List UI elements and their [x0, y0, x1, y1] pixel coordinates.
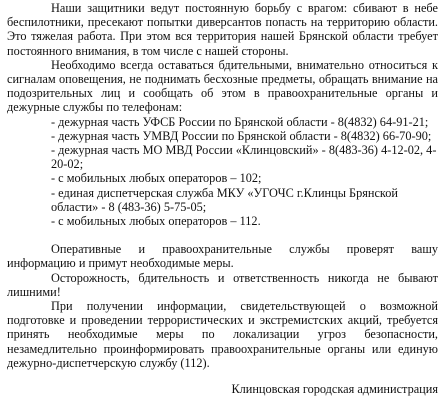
phone-item-mobile-112: - с мобильных любых операторов – 112. [51, 214, 261, 229]
spacer [7, 228, 438, 242]
phone-item-fsb: - дежурная часть УФСБ России по Брянской области - 8(4832) 64-91-21; [51, 114, 429, 129]
phone-list [7, 115, 438, 229]
signature: Клинцовская городская администрация [231, 382, 438, 397]
spacer [7, 370, 438, 382]
paragraph-vigilance: Необходимо всегда оставаться бдительными, внимательно относиться к сигналам оповещения, не поднимать бесхозные предметы, обращать внимание на подозрительных лиц и сообщать об этом в правоохранительные органы и дежурные службы по телефонам: [7, 57, 438, 115]
phone-item-mo-mvd: - дежурная часть МО МВД России «Клинцовский» - 8(483-36) 4-12-02, 4-20-02; [51, 143, 437, 172]
phone-item-mobile-102: - с мобильных любых операторов – 102; [51, 171, 262, 186]
paragraph-services: Оперативные и правоохранительные службы проверят вашу информацию и примут необходимые меры. [7, 242, 438, 271]
paragraph-defenders: Наши защитники ведут постоянную борьбу с врагом: сбивают в небе беспилотники, пресекают попытки диверсантов попасть на территорию области. Это тяжелая работа. При этом вся территория нашей Брянской области требует постоянного внимания, в том числе с нашей стороны. [7, 1, 438, 58]
phone-item-dispatch: - единая диспетчерская служба МКУ «УГОЧС г.Клинцы Брянской области» - 8 (483-36) 5-75-05; [51, 185, 399, 214]
phone-item-umvd: - дежурная часть УМВД России по Брянской области - 8(4832) 66-70-90; [51, 128, 432, 143]
paragraph-terror-info: При получении информации, свидетельствующей о возможной подготовке и проведении террористических и экстремистских акций, требуется принять необходимые меры по локализации угроз безопасности, незамедлительно проинформировать правоохранительные органы или единую дежурно-диспетчерскую службу (112). [7, 299, 438, 370]
paragraph-caution: Осторожность, бдительность и ответственность никогда не бывают лишними! [7, 270, 438, 299]
